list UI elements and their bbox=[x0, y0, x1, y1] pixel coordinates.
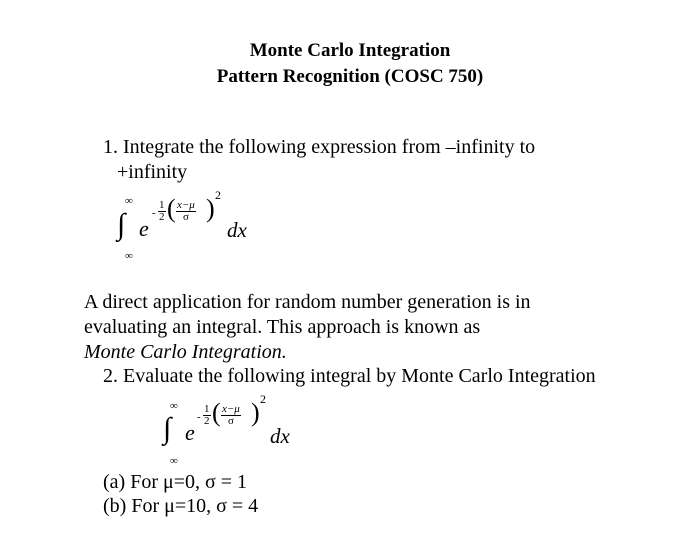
integral-2-dx: dx bbox=[270, 424, 290, 448]
integral-2-half bbox=[203, 404, 211, 427]
integral-1-half-den: 2 bbox=[159, 211, 165, 223]
paragraph-line-2: evaluating an integral. This approach is known as bbox=[84, 316, 481, 338]
integral-1-base: e bbox=[139, 216, 149, 241]
integral-2-upper-limit: ∞ bbox=[170, 400, 178, 412]
integral-2-minus: - bbox=[197, 411, 201, 423]
integral-1-half-num: 1 bbox=[159, 199, 165, 211]
q2-line-1: 2. Evaluate the following integral by Monte Carlo Integration bbox=[103, 365, 596, 387]
integral-1-lparen: ( bbox=[167, 194, 176, 223]
integral-1-inner-den: σ bbox=[182, 211, 189, 223]
integral-1-half bbox=[158, 200, 166, 223]
integral-1-sign: ∫ bbox=[117, 208, 126, 241]
title-line-2: Pattern Recognition (COSC 750) bbox=[216, 66, 484, 87]
integral-2-lparen: ( bbox=[212, 398, 221, 427]
integral-2-rparen: ) bbox=[251, 398, 260, 427]
integral-1-upper-limit: ∞ bbox=[125, 195, 133, 207]
integral-2-sign: ∫ bbox=[163, 412, 172, 445]
integral-2-half-num: 1 bbox=[204, 403, 210, 415]
title-line-1: Monte Carlo Integration bbox=[249, 40, 451, 61]
integral-1-inner bbox=[176, 200, 196, 223]
integral-2-inner-den: σ bbox=[227, 415, 234, 427]
integral-2-half-den: 2 bbox=[204, 415, 210, 427]
integral-1-rparen: ) bbox=[206, 194, 215, 223]
paragraph-line-1: A direct application for random number generation is in bbox=[84, 291, 531, 313]
q2-part-a: (a) For μ=0, σ = 1 bbox=[103, 471, 248, 493]
integral-1-power: 2 bbox=[215, 188, 221, 202]
integral-1-inner-num: x−μ bbox=[177, 199, 195, 211]
paragraph-line-3: Monte Carlo Integration. bbox=[84, 341, 287, 363]
integral-1-lower-limit: ∞ bbox=[125, 250, 133, 262]
integral-2-power: 2 bbox=[260, 392, 266, 406]
integral-2-base: e bbox=[185, 420, 195, 445]
integral-2-inner bbox=[221, 404, 241, 427]
q1-line-1: 1. Integrate the following expression from –infinity to bbox=[103, 136, 536, 158]
q2-part-b: (b) For μ=10, σ = 4 bbox=[103, 495, 259, 517]
integral-2-lower-limit: ∞ bbox=[170, 455, 178, 467]
integral-1-minus: - bbox=[152, 207, 156, 219]
integral-1-dx: dx bbox=[227, 218, 247, 242]
q1-line-2: +infinity bbox=[117, 161, 188, 183]
integral-2-inner-num: x−μ bbox=[222, 403, 240, 415]
